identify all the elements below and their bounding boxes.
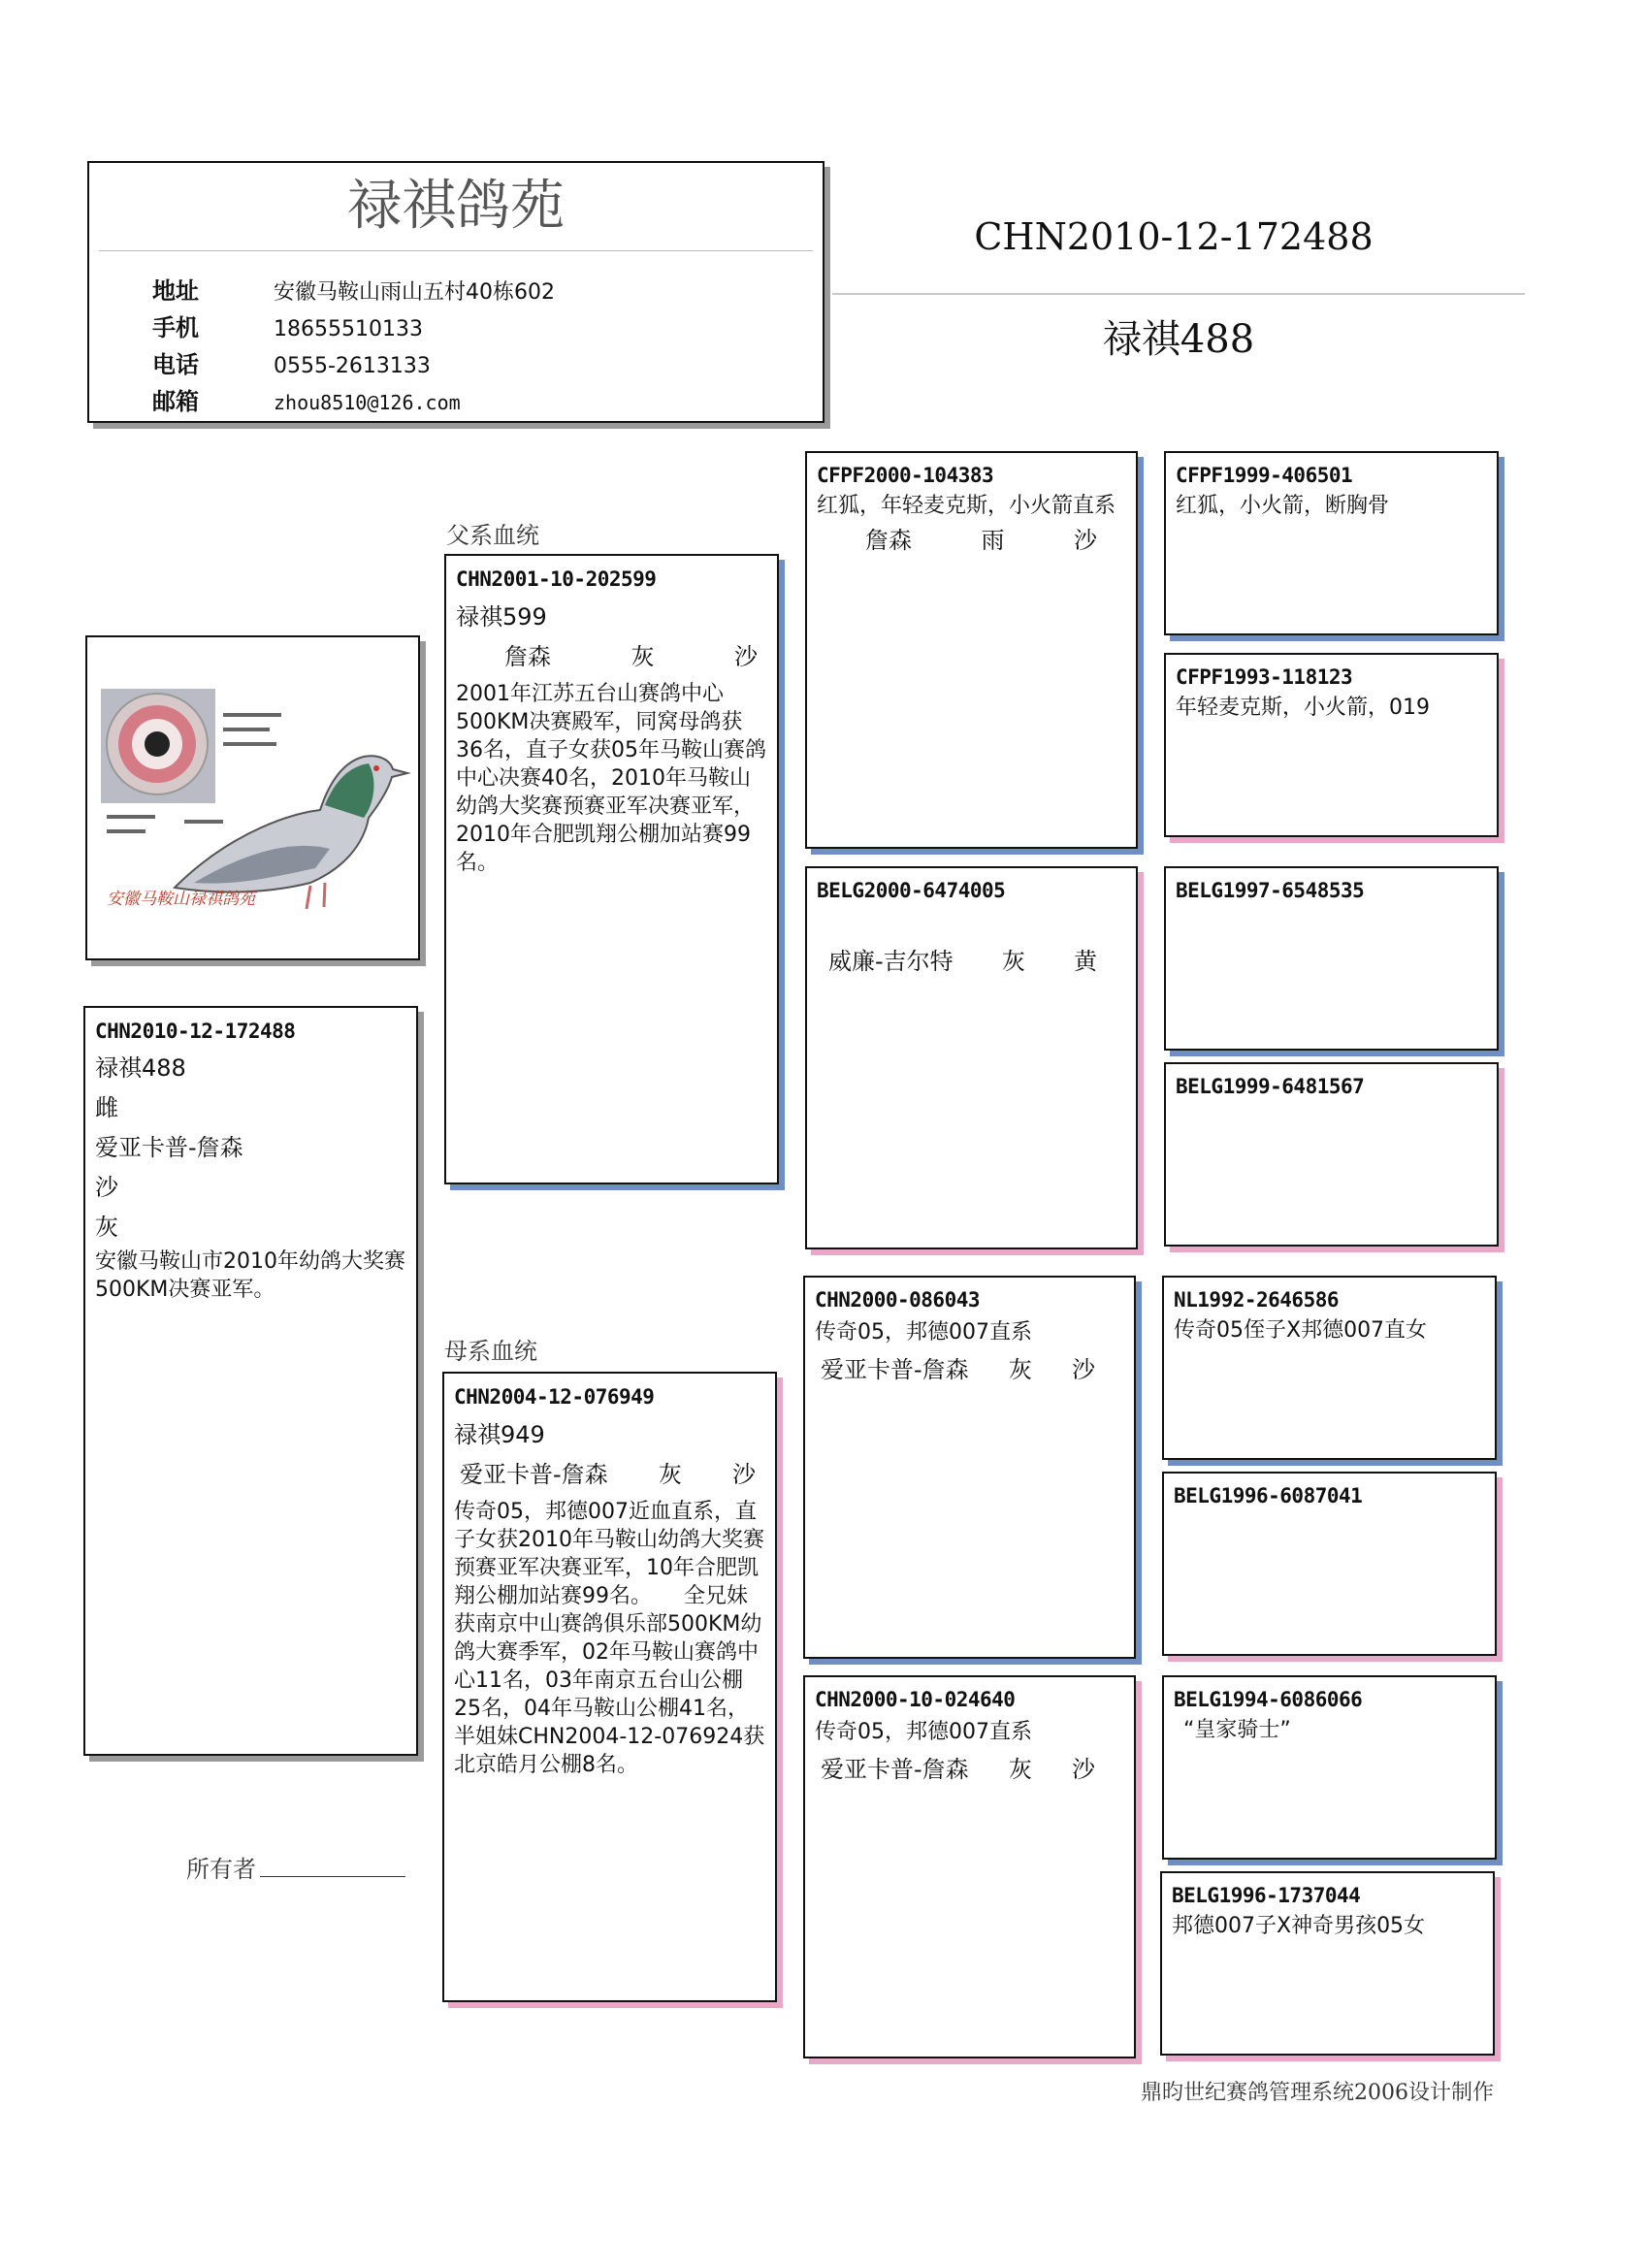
- great-grandparent-card-5: [1162, 1276, 1497, 1460]
- subject-eye: 沙: [95, 1174, 118, 1201]
- dam-line: 爱亚卡普-詹森: [460, 1461, 608, 1488]
- great-grandparent-card-7: [1162, 1675, 1497, 1860]
- ggp5-ring: NL1992-2646586: [1174, 1288, 1340, 1312]
- gp2-traits: [817, 942, 1126, 981]
- gp1-line: 詹森: [865, 527, 912, 554]
- mobile-row: [152, 308, 423, 342]
- ggp1-ring: CFPF1999-406501: [1176, 464, 1353, 487]
- subject-ring: CHN2010-12-172488: [95, 1020, 296, 1043]
- dam-color: 灰: [658, 1461, 682, 1488]
- address-value: 安徽马鞍山雨山五村40栋602: [274, 280, 555, 305]
- gp4-desc: 传奇05，邦德007直系: [815, 1720, 1032, 1744]
- photo-caption: 安徽马鞍山禄祺鸽苑: [107, 890, 255, 909]
- gp3-traits: [815, 1349, 1124, 1390]
- email-value: zhou8510@126.com: [274, 391, 461, 414]
- gp1-color: 雨: [981, 527, 1005, 554]
- gp3-ring: CHN2000-086043: [815, 1288, 981, 1312]
- address-row: [152, 272, 555, 306]
- sire-traits: [456, 637, 767, 676]
- address-label: 地址: [152, 277, 199, 305]
- ggp1-desc: 红狐，小火箭，断胸骨: [1176, 494, 1390, 518]
- ggp7-desc: “皇家骑士”: [1183, 1718, 1291, 1742]
- loft-info-card: [87, 161, 824, 423]
- ggp4-ring: BELG1999-6481567: [1176, 1075, 1365, 1098]
- mobile-label: 手机: [152, 314, 199, 341]
- gp1-ring: CFPF2000-104383: [817, 464, 994, 487]
- subject-card: [83, 1006, 418, 1756]
- sire-line: 詹森: [504, 643, 551, 670]
- subject-sex: 雌: [95, 1094, 118, 1121]
- ggp8-desc: 邦德007子X神奇男孩05女: [1172, 1914, 1426, 1938]
- gp2-line: 威廉-吉尔特: [828, 948, 954, 975]
- grandparent-card-3: [803, 1276, 1136, 1659]
- dam-eye: 沙: [731, 1461, 756, 1488]
- grandparent-card-1: [805, 451, 1138, 849]
- sire-section-label: 父系血统: [446, 522, 539, 549]
- sire-ring: CHN2001-10-202599: [456, 567, 657, 591]
- gp3-color: 灰: [1008, 1356, 1032, 1383]
- loft-name: 禄祺鸽苑: [99, 163, 813, 251]
- ggp3-ring: BELG1997-6548535: [1176, 879, 1365, 902]
- gp4-ring: CHN2000-10-024640: [815, 1688, 1016, 1711]
- great-grandparent-card-6: [1162, 1472, 1497, 1656]
- dam-traits: [454, 1455, 765, 1494]
- ggp2-ring: CFPF1993-118123: [1176, 665, 1353, 689]
- footer-credit: 鼎昀世纪赛鸽管理系统2006设计制作: [1141, 2081, 1494, 2105]
- gp1-eye: 沙: [1074, 527, 1097, 554]
- gp4-eye: 沙: [1071, 1756, 1095, 1783]
- dam-note: 传奇05，邦德007近血直系，直子女获2010年马鞍山幼鸽大奖赛预赛亚军决赛亚军，10年合肥凯翔公棚加站赛99名。 全兄妹获南京中山赛鸽俱乐部500KM幼鸽大赛季军，02年马鞍山赛鸽中心11名，03年南京五台山公棚25名，04年马鞍山公棚41名，半姐妹CHN2004-12-076924获北京皓月公棚8名。: [454, 1500, 765, 1777]
- pigeon-photo-card: [85, 635, 420, 960]
- phone-row: [152, 345, 431, 379]
- sire-color: 灰: [630, 643, 655, 670]
- sire-card: [444, 554, 779, 1184]
- gp4-color: 灰: [1008, 1756, 1032, 1783]
- great-grandparent-card-8: [1160, 1871, 1495, 2056]
- great-grandparent-card-4: [1164, 1062, 1499, 1247]
- subject-name-title: 禄祺488: [1102, 317, 1255, 362]
- gp2-ring: BELG2000-6474005: [817, 879, 1006, 902]
- gp4-traits: [815, 1749, 1124, 1790]
- great-grandparent-card-3: [1164, 866, 1499, 1051]
- email-row: [152, 382, 461, 416]
- ggp2-desc: 年轻麦克斯，小火箭，019: [1176, 696, 1430, 720]
- gp2-eye: 黄: [1073, 948, 1097, 975]
- great-grandparent-card-2: [1164, 653, 1499, 837]
- subject-color: 灰: [95, 1214, 118, 1241]
- ggp8-ring: BELG1996-1737044: [1172, 1884, 1361, 1907]
- dam-name: 禄祺949: [454, 1421, 545, 1448]
- dam-section-label: 母系血统: [444, 1338, 537, 1365]
- ggp6-ring: BELG1996-6087041: [1174, 1484, 1363, 1507]
- subject-name: 禄祺488: [95, 1054, 186, 1082]
- phone-label: 电话: [152, 351, 199, 378]
- grandparent-card-4: [803, 1675, 1136, 2058]
- subject-note: 安徽马鞍山市2010年幼鸽大奖赛500KM决赛亚军。: [95, 1249, 405, 1302]
- gp4-line: 爱亚卡普-詹森: [821, 1756, 969, 1783]
- owner-label: 所有者: [186, 1856, 256, 1883]
- sire-eye: 沙: [734, 643, 758, 670]
- sire-note: 2001年江苏五台山赛鸽中心500KM决赛殿军，同窝母鸽获36名，直子女获05年马鞍山赛鸽中心决赛40名，2010年马鞍山幼鸽大奖赛预赛亚军决赛亚军，2010年合肥凯翔公棚加站赛99名。: [456, 682, 766, 875]
- grandparent-card-2: [805, 866, 1138, 1249]
- dam-ring: CHN2004-12-076949: [454, 1385, 655, 1409]
- gp3-line: 爱亚卡普-詹森: [821, 1356, 969, 1383]
- dam-card: [442, 1372, 777, 2002]
- gp3-desc: 传奇05，邦德007直系: [815, 1320, 1032, 1345]
- email-label: 邮箱: [152, 388, 199, 415]
- mobile-value: 18655510133: [274, 317, 423, 341]
- title-divider: [832, 293, 1525, 295]
- sire-name: 禄祺599: [456, 603, 547, 631]
- gp3-eye: 沙: [1071, 1356, 1095, 1383]
- great-grandparent-card-1: [1164, 451, 1499, 635]
- phone-value: 0555-2613133: [274, 354, 431, 378]
- gp1-desc: 红狐，年轻麦克斯，小火箭直系: [817, 494, 1116, 518]
- subject-ring-title: CHN2010-12-172488: [974, 215, 1374, 258]
- gp1-traits: [817, 520, 1126, 561]
- owner-field: [186, 1850, 405, 1884]
- ggp5-desc: 传奇05侄子X邦德007直女: [1174, 1318, 1428, 1343]
- ggp7-ring: BELG1994-6086066: [1174, 1688, 1363, 1711]
- subject-line: 爱亚卡普-詹森: [95, 1134, 243, 1161]
- gp2-color: 灰: [1001, 948, 1025, 975]
- owner-blank: [260, 1876, 405, 1877]
